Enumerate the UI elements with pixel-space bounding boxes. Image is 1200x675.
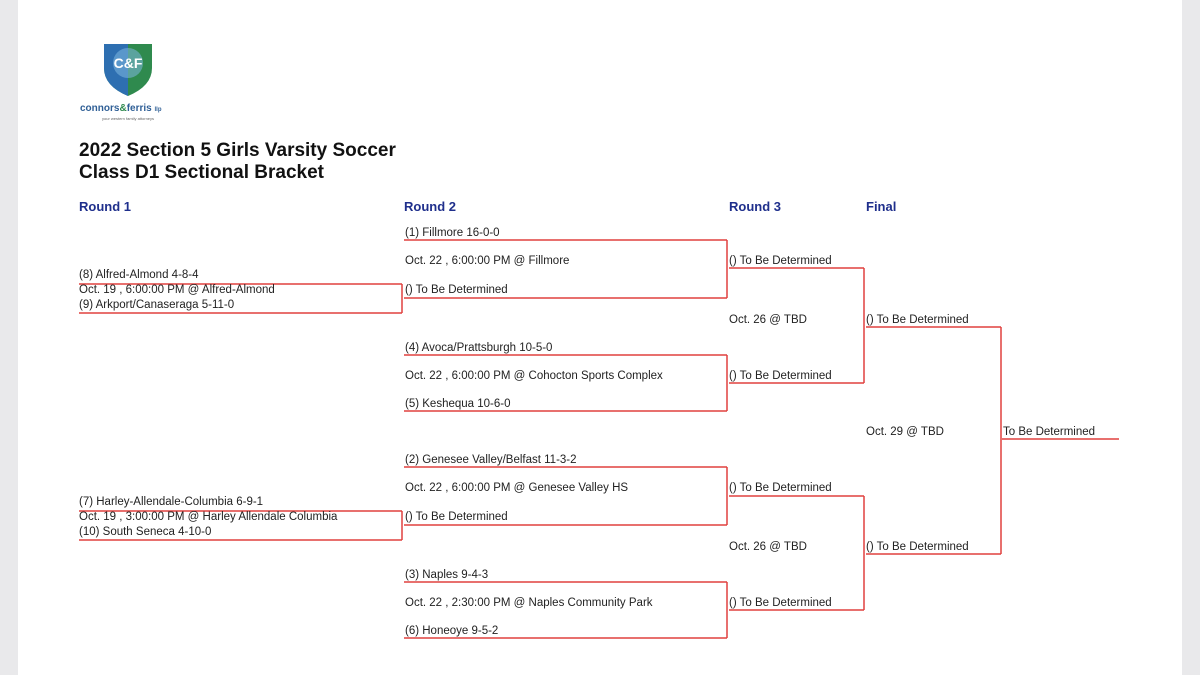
- r3-m1-top-team: () To Be Determined: [729, 255, 832, 267]
- r1-m1-top-team: (8) Alfred-Almond 4-8-4: [79, 269, 199, 281]
- r1-m1-game-info: Oct. 19 , 6:00:00 PM @ Alfred-Almond: [79, 284, 275, 296]
- r3-m1-bottom-team: () To Be Determined: [729, 370, 832, 382]
- round-heading-3: Round 3: [729, 199, 781, 214]
- round-heading-2: Round 2: [404, 199, 456, 214]
- r3-m2-bottom-team: () To Be Determined: [729, 597, 832, 609]
- r3-m2-top-team: () To Be Determined: [729, 482, 832, 494]
- r1-m2-game-info: Oct. 19 , 3:00:00 PM @ Harley Allendale Columbia: [79, 511, 338, 523]
- emblem-text: C&F: [113, 55, 143, 71]
- r2-m1-game-info: Oct. 22 , 6:00:00 PM @ Fillmore: [405, 255, 570, 267]
- r1-m2-top-team: (7) Harley-Allendale-Columbia 6-9-1: [79, 496, 264, 508]
- final-top-team: () To Be Determined: [866, 314, 969, 326]
- final-game-info: Oct. 29 @ TBD: [866, 426, 944, 438]
- r2-m3-bottom-team: () To Be Determined: [405, 511, 508, 523]
- logo-tagline: your western family attorneys: [102, 116, 155, 121]
- champion-slot: To Be Determined: [1003, 426, 1096, 438]
- r2-m4-top-team: (3) Naples 9-4-3: [405, 569, 489, 581]
- bracket-lines: [18, 0, 1182, 675]
- r2-m1-top-team: (1) Fillmore 16-0-0: [405, 227, 500, 239]
- logo-wordmark: connors&ferris llp: [80, 103, 162, 114]
- page-title-line1: 2022 Section 5 Girls Varsity Soccer: [79, 140, 396, 161]
- page-title-line2: Class D1 Sectional Bracket: [79, 162, 325, 183]
- r2-m1-bottom-team: () To Be Determined: [405, 284, 508, 296]
- r3-m1-game-info: Oct. 26 @ TBD: [729, 314, 807, 326]
- round-heading-1: Round 1: [79, 199, 131, 214]
- r2-m4-bottom-team: (6) Honeoye 9-5-2: [405, 625, 499, 637]
- r2-m2-top-team: (4) Avoca/Prattsburgh 10-5-0: [405, 342, 553, 354]
- r1-m2-bottom-team: (10) South Seneca 4-10-0: [79, 526, 212, 538]
- r2-m3-top-team: (2) Genesee Valley/Belfast 11-3-2: [405, 454, 577, 466]
- r2-m3-game-info: Oct. 22 , 6:00:00 PM @ Genesee Valley HS: [405, 482, 629, 494]
- r2-m4-game-info: Oct. 22 , 2:30:00 PM @ Naples Community Park: [405, 597, 653, 609]
- r3-m2-game-info: Oct. 26 @ TBD: [729, 541, 807, 553]
- final-bottom-team: () To Be Determined: [866, 541, 969, 553]
- r1-m1-bottom-team: (9) Arkport/Canaseraga 5-11-0: [79, 299, 235, 311]
- r2-m2-game-info: Oct. 22 , 6:00:00 PM @ Cohocton Sports Complex: [405, 370, 663, 382]
- round-heading-final: Final: [866, 199, 897, 214]
- r2-m2-bottom-team: (5) Keshequa 10-6-0: [405, 398, 511, 410]
- bracket-page: [18, 0, 1182, 675]
